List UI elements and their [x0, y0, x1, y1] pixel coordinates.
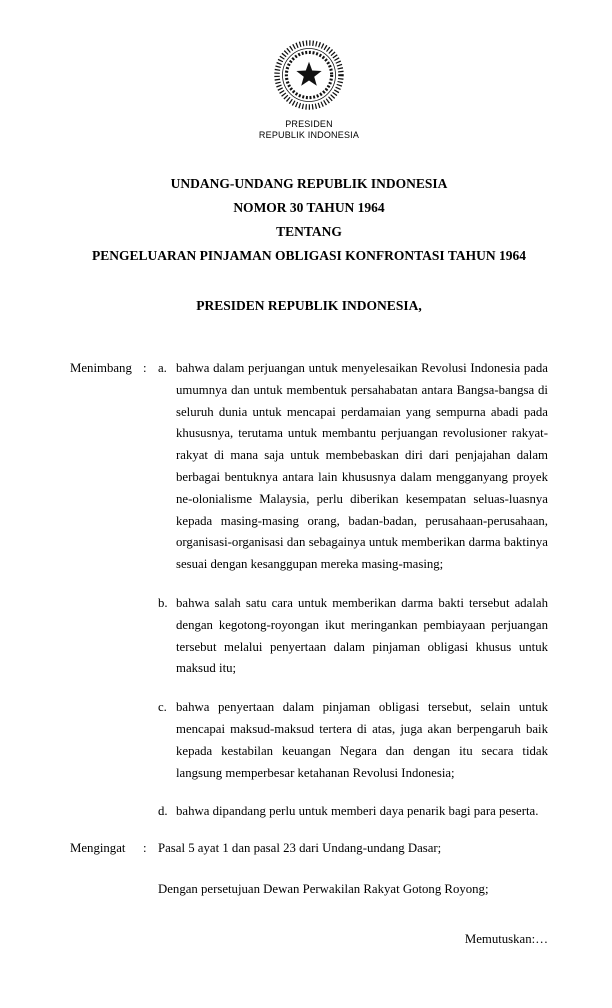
consideration-item-a — [158, 358, 548, 576]
title-line-1: UNDANG-UNDANG REPUBLIK INDONESIA — [170, 176, 448, 191]
star-icon — [296, 62, 321, 86]
agreement-line: Dengan persetujuan Dewan Perwakilan Rakyat Gotong Royong; — [158, 881, 489, 896]
title-line-2: NOMOR 30 TAHUN 1964 — [233, 200, 385, 215]
org-name — [70, 119, 548, 141]
title-line-4: PENGELUARAN PINJAMAN OBLIGASI KONFRONTASI TAHUN 1964 — [92, 248, 526, 263]
item-marker-d: d. — [158, 804, 168, 819]
presidential-seal — [70, 36, 548, 114]
item-text-b: bahwa salah satu cara untuk memberikan darma bakti tersebut adalah dengan kegotong-royongan ikut meringankan pembiayaan perjuangan tersebut melalui penyertaan dalam pinjaman obligasi khusus untuk maksud itu; — [176, 595, 548, 676]
consideration-item-b — [158, 593, 548, 680]
item-text-c: bahwa penyertaan dalam pinjaman obligasi tersebut, selain untuk mencapai maksud-maksud tertera di atas, juga akan berpengaruh baik kepada kestabilan keuangan Negara dan dengan itu secara tidak langsung memperbesar ketahanan Revolusi Indonesia; — [176, 700, 548, 780]
section-menimbang — [70, 358, 548, 823]
mengingat-text: Pasal 5 ayat 1 dan pasal 23 dari Undang-undang Dasar; — [158, 841, 442, 856]
item-text-d: bahwa dipandang perlu untuk memberi daya penarik bagi para peserta. — [176, 804, 539, 819]
item-text-a: bahwa dalam perjuangan untuk menyelesaikan Revolusi Indonesia pada umumnya dan untuk membentuk persahabatan antara Bangsa-bangsa di seluruh dunia untuk mencapai perdamaian yang sempurna abadi pada khususnya, terutama untuk membantu perjuangan revolusioner rakyat-rakyat di mana saja untuk membebaskan diri dari penjajahan dalam berbagai bentuknya antara lain khususnya dalam mengganyang proyek ne-olonialisme Malaysia, perlu diberikan kesempatan seluas-luasnya kepada masing-masing orang, badan-badan, perusahaan-perusahaan, organisasi-organisasi dan sebagainya untuk memberikan darma baktinya sesuai dengan kesanggupan mereka masing-masing; — [176, 361, 548, 572]
catchword: Memutuskan:… — [464, 931, 548, 946]
item-marker-c: c. — [158, 700, 167, 715]
mengingat-colon: : — [143, 841, 147, 856]
menimbang-colon: : — [143, 361, 147, 375]
document-title — [70, 175, 548, 264]
presidential-seal-icon — [270, 36, 348, 114]
document-subtitle: PRESIDEN REPUBLIK INDONESIA, — [196, 298, 422, 313]
org-name-line-2: REPUBLIK INDONESIA — [258, 130, 360, 140]
consideration-item-c — [158, 697, 548, 784]
menimbang-content — [158, 358, 548, 823]
mengingat-label: Mengingat — [70, 841, 126, 856]
consideration-item-d — [158, 801, 548, 823]
item-marker-a: a. — [158, 361, 167, 375]
org-name-line-1: PRESIDEN — [285, 119, 333, 129]
menimbang-label: Menimbang — [70, 361, 132, 375]
section-mengingat — [70, 838, 548, 860]
title-line-3: TENTANG — [276, 224, 342, 239]
item-marker-b: b. — [158, 595, 168, 610]
